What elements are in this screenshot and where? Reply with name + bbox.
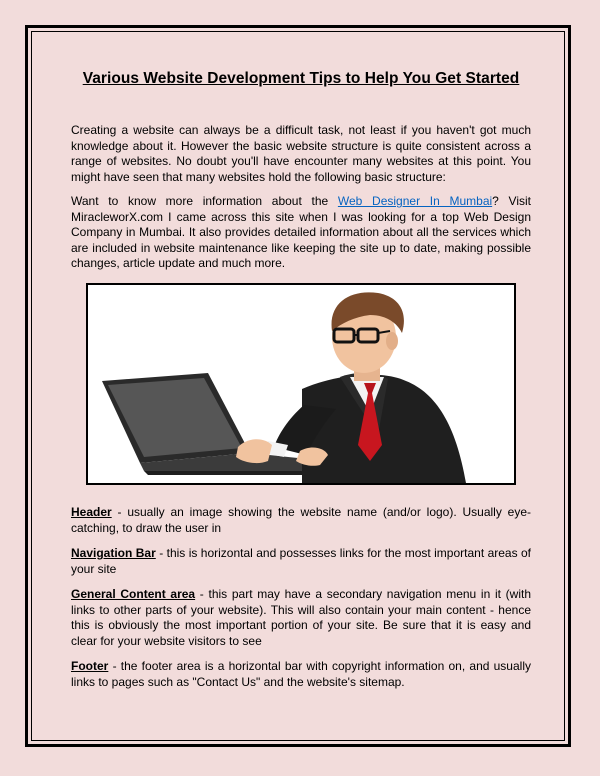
section-term: Footer [71, 659, 109, 673]
section-paragraph-header [71, 505, 531, 536]
man-at-laptop-icon [88, 285, 514, 483]
section-text: - the footer area is a horizontal bar with copyright information on, and usually links to pages such as "Contact Us" and the website's sitemap. [71, 659, 531, 689]
section-term: General Content area [71, 587, 196, 601]
section-paragraph-content [71, 587, 531, 649]
web-designer-link[interactable]: Web Designer In Mumbai [337, 194, 493, 208]
section-text: - usually an image showing the website name (and/or logo). Usually eye-catching, to draw the user in [71, 505, 531, 535]
promo-paragraph [71, 194, 531, 272]
section-term: Header [71, 505, 112, 519]
section-text: - this is horizontal and possesses links for the most important areas of your site [71, 546, 532, 576]
man-at-laptop-illustration [86, 283, 516, 485]
promo-text-before: Want to know more information about the [71, 194, 338, 208]
section-term: Navigation Bar [71, 546, 156, 560]
document-title: Various Website Development Tips to Help You Get Started [82, 70, 520, 87]
promo-text-after: ? Visit MiracleworX.com I came across this site when I was looking for a top Web Design Company in Mumbai. It also provides detailed information about all the services which are included in website maintenance like keeping the site up to date, making possible changes, article update and much more. [71, 194, 531, 271]
intro-paragraph: Creating a website can always be a difficult task, not least if you haven't got much knowledge about it. However the basic website structure is quite consistent across a range of websites. No doubt you'll have encounter many websites at this point. You might have seen that many websites hold the following basic structure: [71, 123, 531, 184]
section-paragraph-footer [71, 659, 531, 690]
section-text: - this part may have a secondary navigation menu in it (with links to other parts of your website). This will also contain your main content - hence this is obviously the most important portion of your site. Be sure that it is easy and clear for your website visitors to see [71, 587, 531, 648]
section-paragraph-navigation [71, 546, 531, 577]
